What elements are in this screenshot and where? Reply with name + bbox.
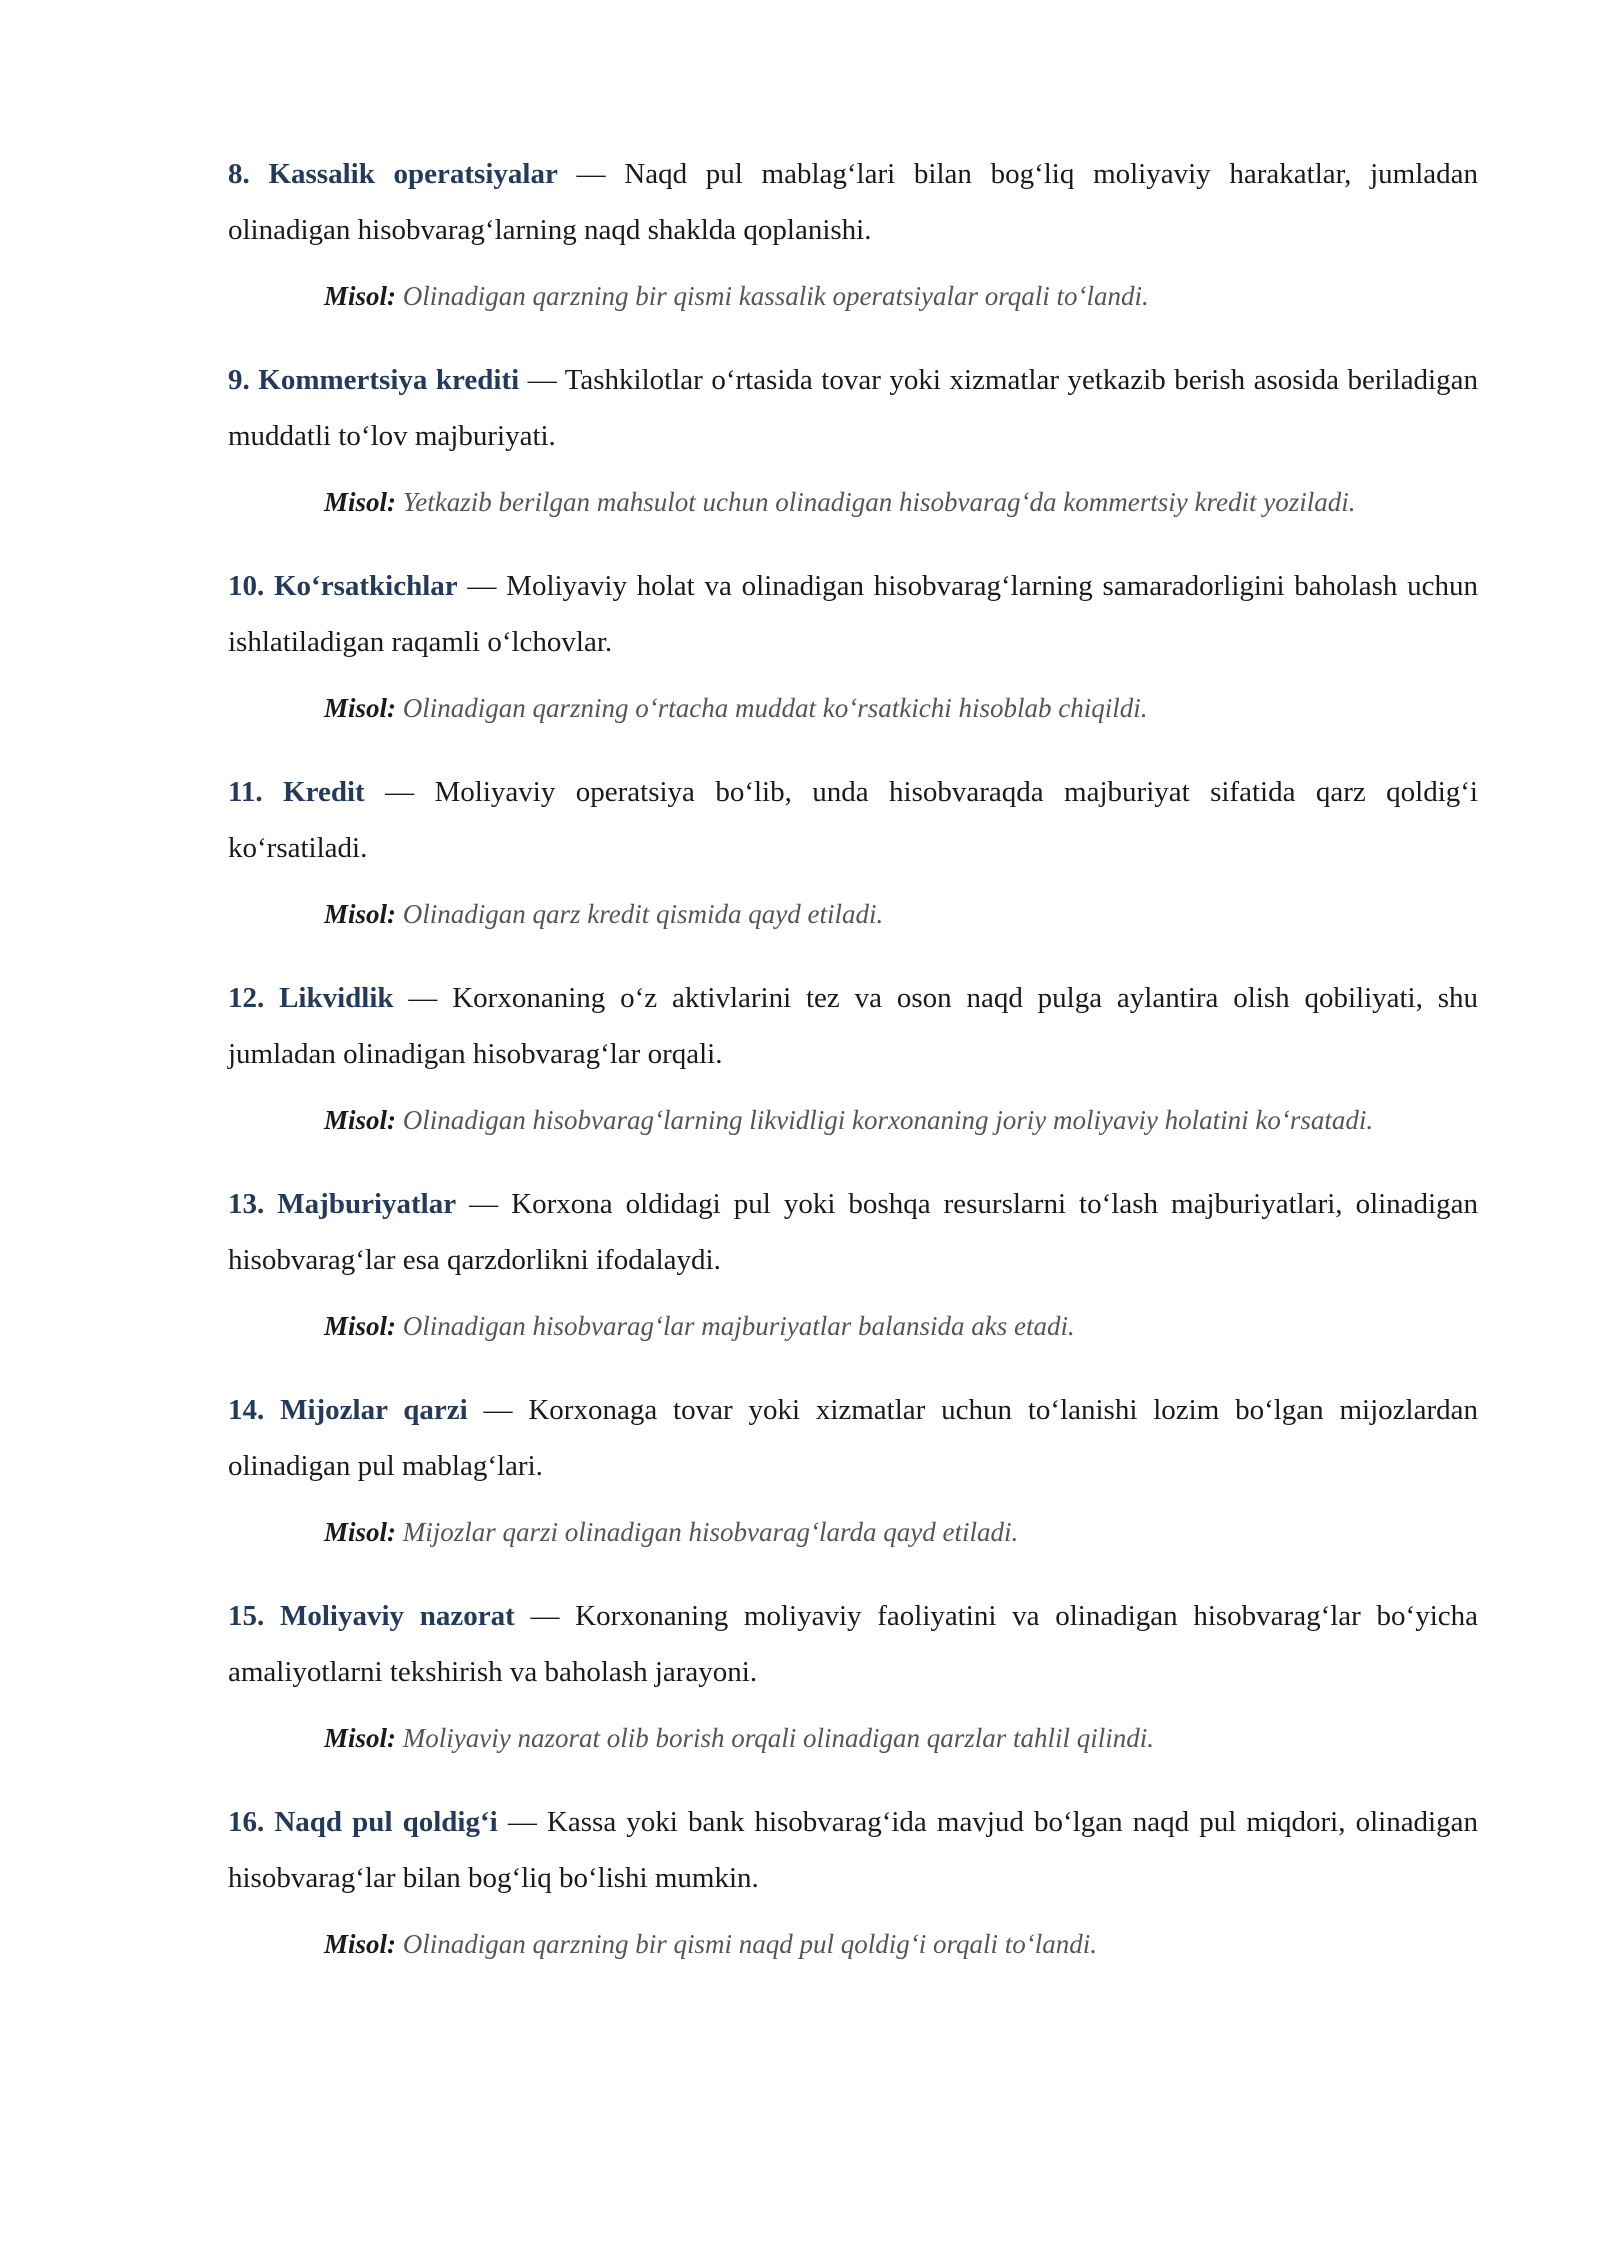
definition-text: — Kassa yoki bank hisobvarag‘ida mavjud bo‘lgan naqd pul miqdori, olinadigan hisobvarag‘lar bilan bog‘liq bo‘lishi mumkin. [228, 1806, 1478, 1894]
example-text: Olinadigan qarz kredit qismida qayd etiladi. [396, 899, 884, 929]
example-label: Misol: [324, 1105, 397, 1135]
glossary-entry [228, 764, 1478, 932]
term-title: 16. Naqd pul qoldig‘i [228, 1806, 498, 1838]
definition-paragraph [228, 1176, 1478, 1288]
example-text: Olinadigan qarzning bir qismi naqd pul qoldig‘i orqali to‘landi. [396, 1929, 1098, 1959]
definition-text: — Korxonaga tovar yoki xizmatlar uchun to‘lanishi lozim bo‘lgan mijozlardan olinadigan pul mablag‘lari. [228, 1394, 1479, 1482]
example-label: Misol: [324, 1929, 397, 1959]
definition-text: — Korxona oldidagi pul yoki boshqa resurslarni to‘lash majburiyatlari, olinadigan hisobvarag‘lar esa qarzdorlikni ifodalaydi. [228, 1188, 1478, 1276]
example-paragraph [324, 1720, 1478, 1756]
example-text: Olinadigan qarzning bir qismi kassalik operatsiyalar orqali to‘landi. [396, 281, 1149, 311]
glossary-entry [228, 970, 1478, 1138]
example-paragraph [324, 1926, 1478, 1962]
example-label: Misol: [324, 487, 397, 517]
glossary-entry [228, 1382, 1478, 1550]
term-title: 11. Kredit [228, 776, 365, 808]
definition-paragraph [228, 970, 1478, 1082]
example-text: Olinadigan hisobvarag‘lar majburiyatlar balansida aks etadi. [396, 1311, 1075, 1341]
glossary-entry [228, 558, 1478, 726]
example-label: Misol: [324, 1311, 397, 1341]
term-title: 13. Majburiyatlar [228, 1188, 457, 1220]
glossary-entry [228, 146, 1478, 314]
definition-paragraph [228, 146, 1478, 258]
definition-paragraph [228, 1588, 1478, 1700]
example-label: Misol: [324, 693, 397, 723]
example-paragraph [324, 1308, 1478, 1344]
term-title: 9. Kommertsiya krediti [228, 364, 520, 396]
example-paragraph [324, 278, 1478, 314]
example-text: Moliyaviy nazorat olib borish orqali olinadigan qarzlar tahlil qilindi. [396, 1723, 1155, 1753]
example-paragraph [324, 690, 1478, 726]
definition-paragraph [228, 1794, 1478, 1906]
example-paragraph [324, 896, 1478, 932]
term-title: 8. Kassalik operatsiyalar [228, 158, 558, 190]
definition-text: — Korxonaning o‘z aktivlarini tez va oson naqd pulga aylantira olish qobiliyati, shu jumladan olinadigan hisobvarag‘lar orqali. [228, 982, 1478, 1070]
definition-paragraph [228, 352, 1478, 464]
definition-text: — Moliyaviy holat va olinadigan hisobvarag‘larning samaradorligini baholash uchun ishlatiladigan raqamli o‘lchovlar. [228, 570, 1478, 658]
example-text: Olinadigan qarzning o‘rtacha muddat ko‘rsatkichi hisoblab chiqildi. [396, 693, 1148, 723]
definition-paragraph [228, 1382, 1478, 1494]
example-label: Misol: [324, 899, 397, 929]
term-title: 15. Moliyaviy nazorat [228, 1600, 515, 1632]
example-paragraph [324, 1102, 1478, 1138]
definition-text: — Korxonaning moliyaviy faoliyatini va olinadigan hisobvarag‘lar bo‘yicha amaliyotlarni tekshirish va baholash jarayoni. [228, 1600, 1478, 1688]
term-title: 14. Mijozlar qarzi [228, 1394, 468, 1426]
glossary-entry [228, 1588, 1478, 1756]
example-label: Misol: [324, 1517, 397, 1547]
example-label: Misol: [324, 281, 397, 311]
example-text: Yetkazib berilgan mahsulot uchun olinadigan hisobvarag‘da kommertsiy kredit yoziladi. [396, 487, 1356, 517]
example-paragraph [324, 484, 1478, 520]
definition-text: — Moliyaviy operatsiya bo‘lib, unda hisobvaraqda majburiyat sifatida qarz qoldig‘i ko‘rsatiladi. [228, 776, 1478, 864]
definition-paragraph [228, 558, 1478, 670]
document-page [228, 146, 1478, 2000]
definition-text: — Naqd pul mablag‘lari bilan bog‘liq moliyaviy harakatlar, jumladan olinadigan hisobvarag‘larning naqd shaklda qoplanishi. [228, 158, 1479, 246]
example-text: Olinadigan hisobvarag‘larning likvidligi korxonaning joriy moliyaviy holatini ko‘rsatadi. [396, 1105, 1374, 1135]
glossary-entry [228, 352, 1478, 520]
example-text: Mijozlar qarzi olinadigan hisobvarag‘larda qayd etiladi. [396, 1517, 1019, 1547]
glossary-entry [228, 1794, 1478, 1962]
definition-text: — Tashkilotlar o‘rtasida tovar yoki xizmatlar yetkazib berish asosida beriladigan muddatli to‘lov majburiyati. [228, 364, 1478, 452]
definition-paragraph [228, 764, 1478, 876]
example-paragraph [324, 1514, 1478, 1550]
term-title: 12. Likvidlik [228, 982, 394, 1014]
term-title: 10. Ko‘rsatkichlar [228, 570, 458, 602]
example-label: Misol: [324, 1723, 397, 1753]
glossary-entry [228, 1176, 1478, 1344]
